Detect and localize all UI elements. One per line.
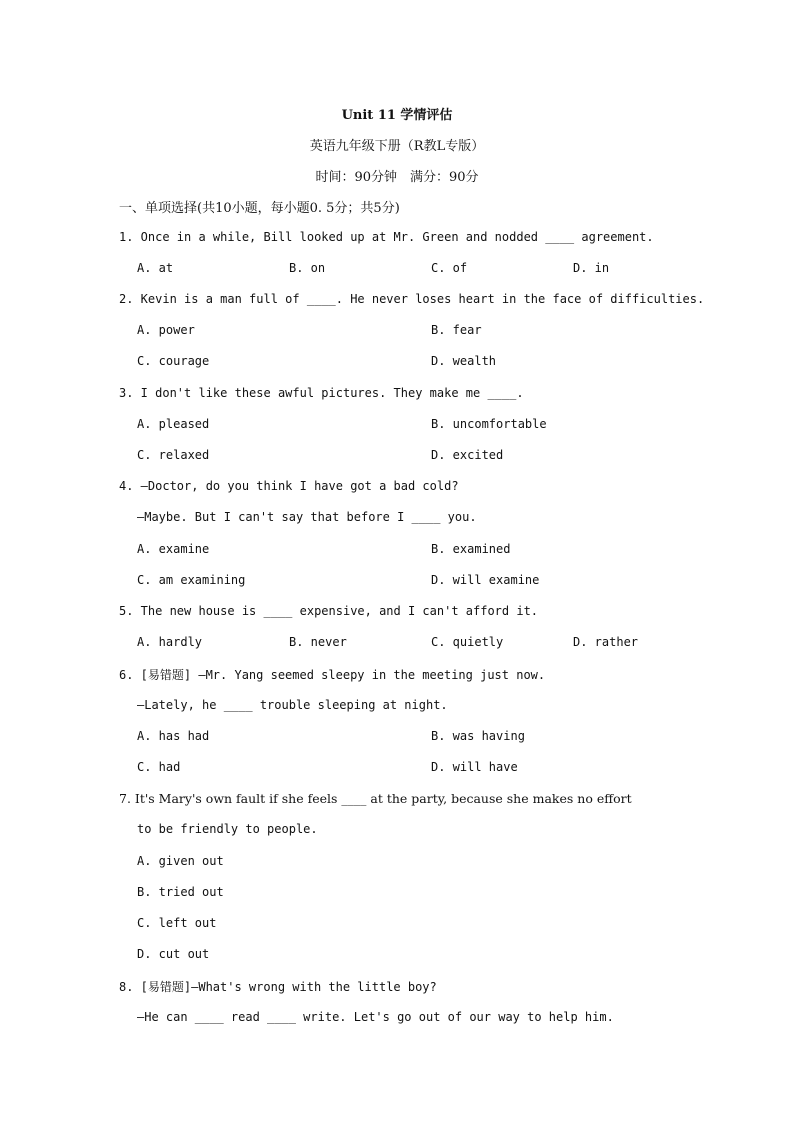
q4-option-b: B. examined <box>431 542 511 556</box>
q6-option-d: D. will have <box>431 760 518 774</box>
exam-meta: 时间：90分钟 满分：90分 <box>315 170 479 185</box>
q3-option-d: D. excited <box>431 448 504 462</box>
q1-option-b: B. on <box>289 261 326 275</box>
question-6-reply: —Lately, he ____ trouble sleeping at night. <box>137 698 448 712</box>
q1-option-a: A. at <box>137 261 174 275</box>
question-2-stem: 2. Kevin is a man full of ____. He never loses heart in the face of difficulties. <box>119 292 705 306</box>
question-4-stem: 4. —Doctor, do you think I have got a bad cold? <box>119 479 459 493</box>
q3-option-c: C. relaxed <box>137 448 210 462</box>
q6-option-a: A. has had <box>137 729 210 743</box>
q4-option-a: A. examine <box>137 542 210 556</box>
q5-option-d: D. rather <box>573 635 639 649</box>
q2-option-d: D. wealth <box>431 354 497 368</box>
question-1-stem: 1. Once in a while, Bill looked up at Mr. Green and nodded ____ agreement. <box>119 230 654 244</box>
question-8-stem: 8. [易错题]—What's wrong with the little boy? <box>119 980 437 994</box>
question-8-reply: —He can ____ read ____ write. Let's go out of our way to help him. <box>137 1010 614 1024</box>
q6-option-c: C. had <box>137 760 181 774</box>
q6-option-b: B. was having <box>431 729 525 743</box>
q1-option-c: C. of <box>431 261 468 275</box>
q2-option-a: A. power <box>137 323 195 337</box>
question-4-reply: —Maybe. But I can't say that before I ____ you. <box>137 510 477 524</box>
q4-option-d: D. will examine <box>431 573 540 587</box>
question-7-stem-continued: to be friendly to people. <box>137 822 318 836</box>
question-3-stem: 3. I don't like these awful pictures. They make me ____. <box>119 386 524 400</box>
q3-option-a: A. pleased <box>137 417 210 431</box>
question-5-stem: 5. The new house is ____ expensive, and I can't afford it. <box>119 604 539 618</box>
q7-option-b: B. tried out <box>137 885 224 899</box>
question-6-stem: 6. [易错题] —Mr. Yang seemed sleepy in the meeting just now. <box>119 668 546 682</box>
q2-option-c: C. courage <box>137 354 210 368</box>
q1-option-d: D. in <box>573 261 610 275</box>
q7-option-c: C. left out <box>137 916 217 930</box>
section-heading: 一、单项选择(共10小题，每小题0. 5分；共5分) <box>119 201 400 216</box>
page-title: Unit 11 学情评估 <box>341 108 453 123</box>
q4-option-c: C. am examining <box>137 573 246 587</box>
q7-option-d: D. cut out <box>137 947 210 961</box>
q7-option-a: A. given out <box>137 854 224 868</box>
q2-option-b: B. fear <box>431 323 482 337</box>
q5-option-a: A. hardly <box>137 635 203 649</box>
q3-option-b: B. uncomfortable <box>431 417 547 431</box>
page-subtitle: 英语九年级下册（R教L专版） <box>309 139 485 154</box>
q5-option-c: C. quietly <box>431 635 504 649</box>
q5-option-b: B. never <box>289 635 347 649</box>
question-7-stem: 7. It's Mary's own fault if she feels ____ at the party, because she makes no effort <box>119 791 632 806</box>
